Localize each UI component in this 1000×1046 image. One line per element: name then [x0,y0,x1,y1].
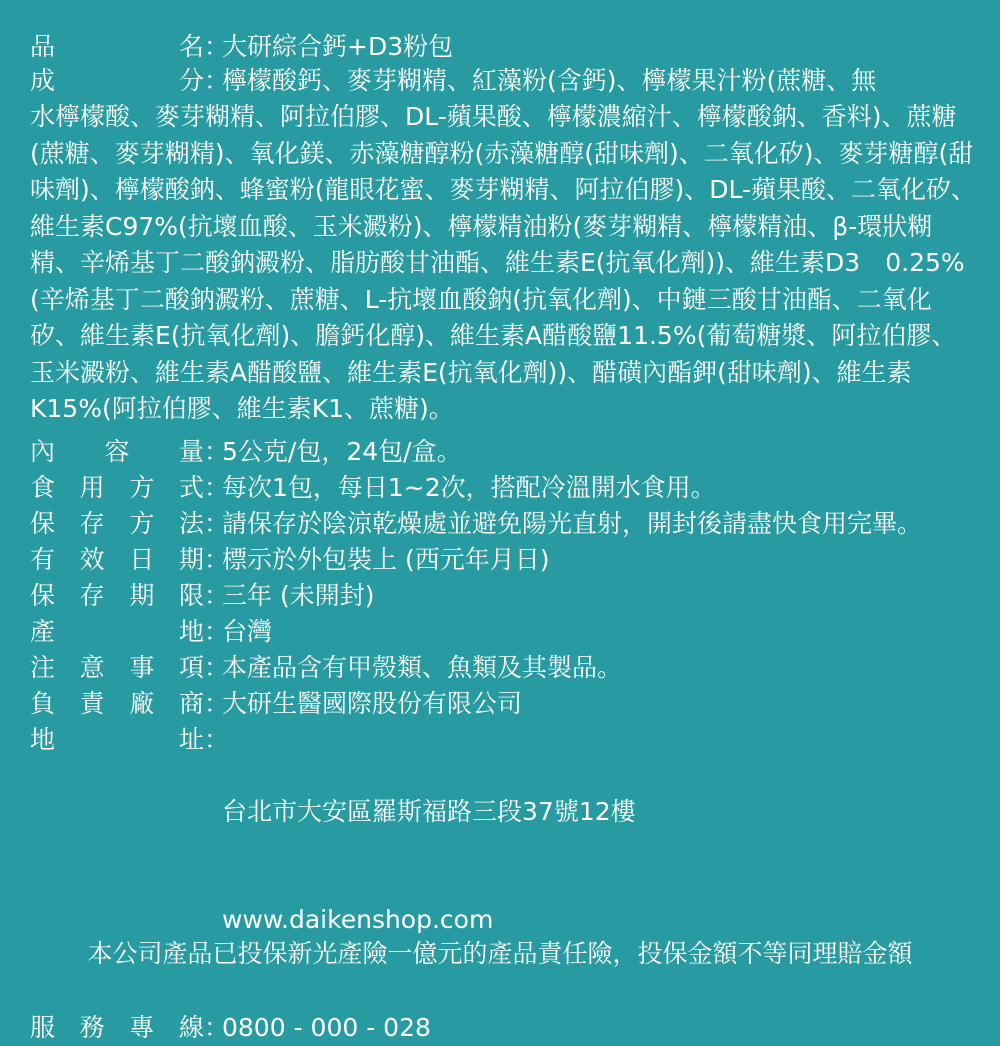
colon: ： [204,66,230,95]
value-product-name: 大研綜合鈣+D3粉包 [222,32,454,61]
row-storage [30,506,980,542]
row-hotline [30,1010,980,1046]
row-content [30,434,980,470]
value-shelf-life: 三年 (未開封) [222,580,375,610]
value-usage: 每次1包，每日1~2次，搭配冷溫開水食用。 [222,472,716,502]
colon: ： [204,616,230,646]
value-origin: 台灣 [222,616,273,646]
colon: ： [204,508,230,538]
colon: ： [204,436,230,466]
row-manufacturer [30,686,980,722]
value-content: 5公克/包，24包/盒。 [222,436,462,466]
label-expiry: 有 效 日 期 [30,544,204,574]
row-notice [30,650,980,686]
label-hotline: 服 務 專 線 [30,1012,204,1042]
label-address: 地 址 [30,724,204,754]
label-usage: 食 用 方 式 [30,472,204,502]
value-address: 台北市大安區羅斯福路三段37號12樓 [222,796,636,826]
label-storage: 保 存 方 法 [30,508,204,538]
row-origin [30,614,980,650]
label-shelf-life: 保 存 期 限 [30,580,204,610]
row-usage [30,470,980,506]
colon: ： [204,580,230,610]
colon: ： [204,1012,230,1042]
colon: ： [204,724,230,754]
colon: ： [204,688,230,718]
value-ingredients-rest: 水檸檬酸、麥芽糊精、阿拉伯膠、DL-蘋果酸、檸檬濃縮汁、檸檬酸鈉、香料)、蔗糖(蔗糖、麥芽糊精)、氧化鎂、赤藻糖醇粉(赤藻糖醇(甜味劑)、二氧化矽)、麥芽糖醇(甜味劑)、檸檬酸鈉、蜂蜜粉(龍眼花蜜、麥芽糊精、阿拉伯膠)、DL-蘋果酸、二氧化矽、維生素C97%(抗壞血酸、玉米澱粉)、檸檬精油粉(麥芽糊精、檸檬精油、β-環狀糊精、辛烯基丁二酸鈉澱粉、脂肪酸甘油酯、維生素E(抗氧化劑))、維生素D3 0.25% (辛烯基丁二酸鈉澱粉、蔗糖、L-抗壞血酸鈉(抗氧化劑)、中鏈三酸甘油酯、二氧化矽、維生素E(抗氧化劑)、膽鈣化醇)、維生素A醋酸鹽11.5%(葡萄糖漿、阿拉伯膠、玉米澱粉、維生素A醋酸鹽、維生素E(抗氧化劑))、醋磺內酯鉀(甜味劑)、維生素K15%(阿拉伯膠、維生素K1、蔗糖)。 [30,102,990,423]
colon: ： [204,32,230,61]
value-storage: 請保存於陰涼乾燥處並避免陽光直射，開封後請盡快食用完畢。 [222,508,923,538]
label-notice: 注 意 事 項 [30,652,204,682]
value-ingredients-first: 檸檬酸鈣、麥芽糊精、紅藻粉(含鈣)、檸檬果汁粉(蔗糖、無 [222,66,877,95]
website-link[interactable]: www.daikenshop.com [222,904,494,934]
value-manufacturer: 大研生醫國際股份有限公司 [222,688,523,718]
label-content: 內 容 量 [30,436,204,466]
label-origin: 產 地 [30,616,204,646]
row-product-name [30,29,980,65]
info-list [30,29,990,1046]
colon: ： [204,472,230,502]
value-notice: 本產品含有甲殼類、魚類及其製品。 [222,652,623,682]
label-manufacturer: 負 責 廠 商 [30,688,204,718]
row-expiry [30,542,980,578]
value-hotline: 0800 - 000 - 028 [222,1012,431,1042]
label-product-name: 品 名 [30,32,204,61]
label-ingredients: 成 分 [30,66,204,95]
row-ingredients [30,63,990,428]
value-expiry: 標示於外包裝上 (西元年月日) [222,544,550,574]
insurance-notice: 本公司產品已投保新光產險一億元的產品責任險，投保金額不等同理賠金額 [87,939,913,968]
colon: ： [204,544,230,574]
row-shelf-life [30,578,980,614]
colon: ： [204,652,230,682]
